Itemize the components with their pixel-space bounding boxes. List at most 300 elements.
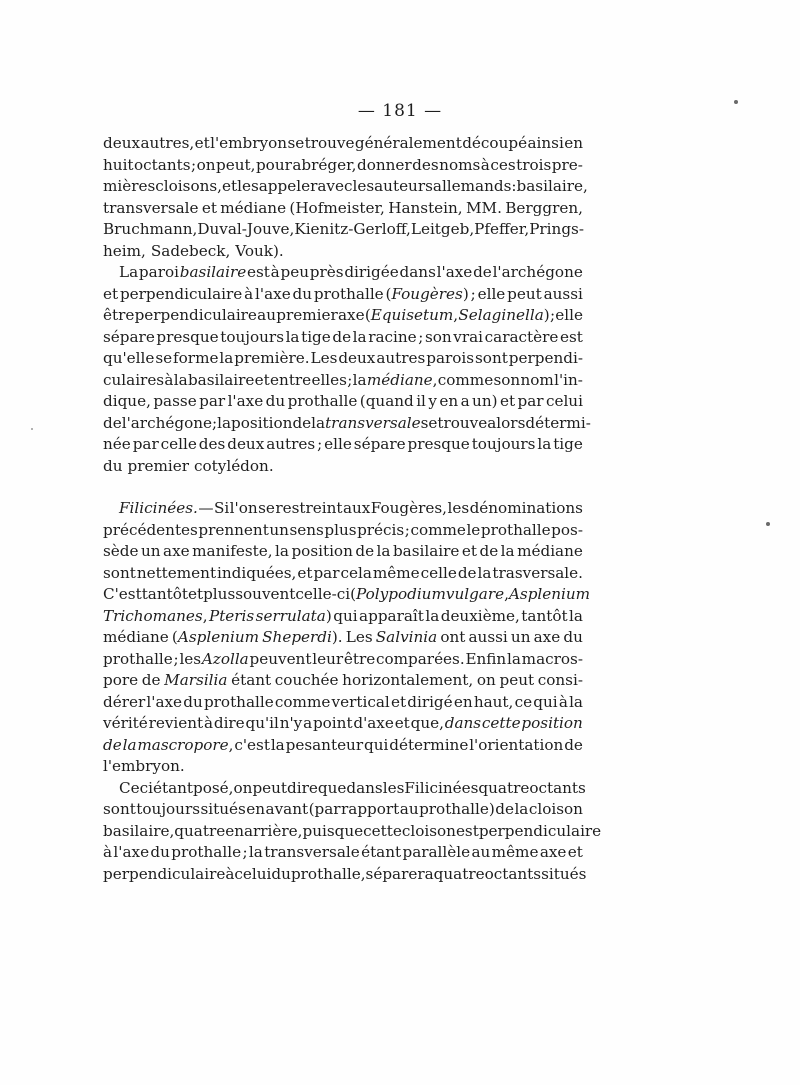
word: ; — [242, 843, 248, 861]
word: trois — [516, 155, 552, 174]
word: basilaire, — [103, 821, 175, 840]
word: au — [257, 306, 277, 324]
word: Vouk). — [235, 241, 284, 260]
word: et — [567, 843, 583, 861]
word: pesanteur — [285, 735, 364, 754]
word: elle — [477, 284, 506, 303]
word: cela — [340, 563, 372, 582]
word: la — [275, 542, 289, 560]
text-line — [103, 627, 583, 649]
word: consi- — [537, 671, 583, 689]
text-line — [103, 670, 583, 692]
word: ; — [347, 370, 353, 389]
text-line — [103, 713, 583, 735]
word: — — [198, 499, 214, 517]
word: son — [424, 327, 452, 346]
word: Filicinées — [404, 778, 479, 797]
word: du — [150, 843, 170, 861]
word: transversale — [264, 843, 360, 861]
word: à — [103, 843, 113, 861]
word: de — [103, 413, 122, 432]
word: aussi — [468, 628, 508, 646]
word: de — [495, 800, 514, 818]
word: allemands — [432, 177, 512, 195]
word: horizontalement, — [342, 671, 474, 689]
word: axe — [163, 542, 190, 560]
word: la — [311, 413, 326, 432]
word: avant — [265, 800, 309, 818]
word: il — [416, 392, 426, 410]
word: Si — [213, 499, 230, 517]
word: ainsi — [527, 134, 564, 152]
word: de — [457, 563, 477, 582]
word: cotylédon. — [194, 456, 274, 475]
word: celle — [160, 435, 197, 453]
text-line — [103, 391, 583, 413]
word: a — [460, 392, 470, 410]
word: et — [394, 714, 410, 732]
word: de — [355, 542, 375, 560]
word: comme — [437, 370, 494, 389]
word: presque — [407, 435, 470, 453]
word: (Polypodium — [350, 585, 446, 603]
word: du — [292, 284, 313, 303]
word: avec — [317, 177, 353, 195]
word: ; — [470, 284, 476, 303]
word: la — [270, 735, 285, 754]
text-line — [103, 456, 583, 478]
word: la — [248, 843, 263, 861]
word: la — [352, 327, 367, 346]
word: être — [103, 306, 135, 324]
word: Les — [345, 628, 373, 646]
word: dire — [287, 778, 318, 797]
word: peuvent — [249, 649, 312, 668]
word: elle — [555, 306, 583, 324]
word: (Asplenium — [171, 628, 260, 646]
word: aux — [342, 499, 371, 517]
word: de — [141, 671, 161, 689]
word: Filicinées. — [119, 499, 198, 517]
word: la — [500, 542, 515, 560]
paragraph — [103, 778, 602, 886]
text-line — [103, 348, 583, 370]
word: position — [291, 542, 353, 560]
word: l'axe — [227, 392, 264, 410]
word: alors — [487, 413, 526, 432]
word: Les — [310, 349, 338, 367]
word: nom — [520, 370, 554, 389]
word: quatre — [174, 821, 226, 840]
word: elle — [324, 435, 352, 453]
paragraph — [103, 498, 591, 778]
text-line — [103, 778, 586, 800]
word: trouve — [304, 134, 355, 152]
word: du — [183, 692, 203, 711]
word: la — [352, 370, 367, 389]
word: prothalle, — [290, 864, 366, 883]
word: presque — [156, 327, 219, 346]
word: tantôt — [521, 606, 568, 625]
word: des — [412, 155, 439, 174]
word: même — [491, 843, 539, 861]
word: transversale — [103, 198, 199, 217]
word: Prings- — [529, 220, 584, 238]
word: Azolla — [201, 649, 249, 668]
word: culaires — [103, 370, 165, 389]
word: dans — [399, 263, 436, 281]
word: étant — [231, 671, 272, 689]
word: octants — [484, 864, 542, 883]
word: et — [254, 370, 270, 389]
word: un — [510, 628, 531, 646]
word: le — [466, 520, 481, 539]
word: point — [312, 714, 353, 732]
word: quatre — [433, 864, 485, 883]
word: basilaire, — [516, 177, 588, 195]
word: tige — [301, 327, 331, 346]
word: huit — [103, 155, 134, 174]
word: séparera — [365, 864, 434, 883]
word: l'archégone — [121, 413, 212, 432]
word: se — [258, 499, 275, 517]
word: à — [270, 263, 280, 281]
word: vulgare, — [445, 585, 509, 603]
word: toujours — [136, 800, 201, 818]
word: Pfeffer, — [474, 220, 530, 238]
word: étant — [361, 843, 402, 861]
word: de — [292, 413, 312, 432]
text-line — [103, 327, 583, 349]
word: rapport — [341, 800, 400, 818]
word: se — [155, 349, 173, 367]
paper-speck — [31, 428, 33, 430]
word: son — [493, 370, 521, 389]
word: restreint — [275, 499, 343, 517]
word: toujours — [220, 327, 284, 346]
word: au — [399, 800, 419, 818]
word: peut — [252, 778, 288, 797]
word: leur — [312, 649, 344, 668]
word: un — [269, 520, 289, 539]
word: arrière, — [243, 821, 303, 840]
word: vertical — [331, 692, 390, 711]
word: basilaire — [179, 263, 247, 281]
word: prothalle — [103, 649, 173, 668]
word: ont — [440, 628, 466, 646]
word: dérer — [103, 692, 146, 711]
word: haut, — [473, 692, 514, 711]
word: prothalle — [313, 284, 384, 303]
word: du — [563, 628, 583, 646]
word: abréger, — [292, 155, 357, 174]
word: la — [506, 649, 521, 668]
word: la — [376, 542, 391, 560]
word: nettement — [136, 563, 217, 582]
word: tantôt — [141, 585, 188, 603]
word: pour — [255, 155, 292, 174]
word: en — [225, 821, 244, 840]
word: dans — [346, 778, 383, 797]
word: de — [332, 327, 352, 346]
word: et — [103, 284, 119, 303]
word: et — [297, 563, 313, 582]
word: mières — [103, 177, 156, 195]
word: l'axe — [146, 692, 183, 711]
word: sont — [103, 563, 136, 582]
word: prothalle — [480, 520, 551, 539]
word: pos- — [551, 520, 583, 539]
word: ; — [173, 649, 179, 668]
word: mascropore, — [137, 735, 234, 754]
word: Selaginella) — [458, 306, 550, 324]
word: perpendiculaire — [119, 284, 243, 303]
word: dirigée — [344, 263, 399, 281]
word: autres — [376, 349, 426, 367]
word: la — [569, 606, 583, 625]
word: qui — [533, 692, 558, 711]
word: par — [199, 392, 226, 410]
word: détermi- — [525, 413, 591, 432]
word: l'orientation — [469, 735, 564, 754]
word: qui — [333, 606, 358, 625]
body-text — [103, 133, 602, 885]
word: que — [317, 778, 347, 797]
text-line — [103, 520, 583, 542]
word: l'on — [229, 499, 258, 517]
word: des — [198, 435, 226, 453]
word: l'embryon. — [103, 757, 185, 775]
word: Sheperdi). — [262, 628, 343, 646]
word: sépare — [103, 327, 155, 346]
text-line — [103, 241, 583, 263]
word: à — [164, 370, 174, 389]
word: peut, — [216, 155, 256, 174]
text-line — [103, 305, 583, 327]
word: axe — [337, 306, 365, 324]
word: Kienitz-Gerloff, — [294, 220, 411, 238]
word: prothalle — [287, 392, 358, 410]
word: comme — [274, 692, 331, 711]
word: ce — [514, 692, 533, 711]
word: ; — [549, 306, 556, 324]
paragraph — [103, 133, 588, 262]
text-line — [103, 584, 591, 606]
text-line — [103, 133, 583, 155]
word: sont — [103, 800, 136, 818]
word: qu'elle — [103, 349, 155, 367]
word: Leitgeb, — [410, 220, 475, 238]
word: pore — [103, 671, 139, 689]
word: de — [103, 735, 122, 754]
text-line — [103, 756, 583, 778]
word: c'est — [234, 735, 270, 754]
word: la — [285, 327, 300, 346]
word: parallèle — [402, 843, 471, 861]
word: on — [196, 155, 216, 174]
word: médiane — [220, 198, 287, 217]
word: du — [271, 864, 291, 883]
word: octants — [134, 155, 191, 174]
word: médiane — [517, 542, 583, 560]
word: quatre — [478, 778, 530, 797]
word: qui — [363, 735, 389, 754]
word: octants — [529, 778, 586, 797]
word: puisque — [302, 821, 364, 840]
word: auteurs — [374, 177, 433, 195]
word: racine — [368, 327, 417, 346]
word: l'in- — [554, 370, 583, 389]
paper-speck — [766, 522, 770, 526]
text-line — [103, 284, 583, 306]
word: vrai — [453, 327, 484, 346]
word: Bruchmann, — [103, 220, 198, 238]
word: vérité — [103, 714, 148, 732]
word: l'archégone — [492, 263, 583, 281]
word: premier — [127, 456, 189, 475]
text-line — [103, 219, 583, 241]
word: la — [219, 349, 234, 367]
word: sépare — [353, 435, 406, 453]
word: deux — [338, 349, 376, 367]
word: (Hofmeister, — [289, 198, 385, 217]
word: dique, — [103, 392, 151, 410]
word: Enfin — [465, 649, 507, 668]
word: près — [309, 263, 344, 281]
text-line — [103, 262, 583, 284]
word: les — [352, 177, 375, 195]
text-line — [103, 692, 583, 714]
text-line — [103, 606, 583, 628]
word: d'axe — [353, 714, 394, 732]
text-line — [103, 842, 583, 864]
word: sont — [475, 349, 508, 367]
word: à — [480, 155, 490, 174]
word: dirigé — [407, 692, 453, 711]
word: ces — [490, 155, 516, 174]
word: transversale — [325, 413, 421, 432]
word: un) — [472, 392, 498, 410]
word: par — [313, 563, 340, 582]
word: de — [479, 542, 499, 560]
word: situés — [541, 864, 587, 883]
text-line — [103, 155, 583, 177]
word: heim, — [103, 241, 146, 260]
word: la — [122, 735, 137, 754]
word: ; — [404, 520, 410, 539]
word: axe — [539, 843, 567, 861]
word: noms — [439, 155, 481, 174]
word: à — [203, 714, 214, 732]
word: la — [477, 563, 492, 582]
word: et — [461, 542, 477, 560]
word: : — [511, 177, 517, 195]
word: pre- — [551, 155, 583, 174]
word: perpendiculaire — [478, 821, 602, 840]
word: et — [187, 585, 204, 603]
word: plus — [203, 585, 236, 603]
word: cloison — [401, 821, 456, 840]
word: toujours — [471, 435, 536, 453]
word: (Fougères) — [385, 284, 469, 303]
word: la — [173, 370, 188, 389]
word: par — [517, 392, 544, 410]
text-line — [103, 198, 583, 220]
word: dénominations — [469, 499, 583, 517]
word: se — [287, 134, 305, 152]
word: à — [244, 284, 254, 303]
paragraph-gap — [103, 477, 583, 498]
word: peut — [499, 671, 535, 689]
word: la — [425, 606, 440, 625]
word: peu — [280, 263, 309, 281]
word: Salvinia — [375, 628, 438, 646]
word: elles — [311, 370, 347, 389]
word: on — [233, 778, 253, 797]
word: basilaire — [392, 542, 460, 560]
word: revient — [148, 714, 204, 732]
word: médiane — [103, 628, 169, 646]
word: qu'il — [245, 714, 279, 732]
word: autres — [266, 435, 316, 453]
text-line — [103, 176, 588, 198]
word: basilaire — [187, 370, 255, 389]
word: deux — [103, 134, 141, 152]
word: l'axe — [113, 843, 150, 861]
word: dire — [213, 714, 245, 732]
word: donner — [357, 155, 412, 174]
word: axe — [533, 628, 561, 646]
word: et — [499, 392, 516, 410]
word: caractère — [484, 327, 559, 346]
word: comme — [410, 520, 466, 539]
word: la — [569, 692, 583, 711]
word: première. — [234, 349, 310, 367]
word: dans — [444, 714, 482, 732]
word: situés — [200, 800, 246, 818]
word: on — [476, 671, 496, 689]
text-line — [103, 370, 583, 392]
word: cette — [481, 714, 521, 732]
word: celui — [234, 864, 272, 883]
word: passe — [153, 392, 197, 410]
word: MM. — [465, 198, 502, 217]
word: l'axe — [255, 284, 291, 303]
word: entre — [270, 370, 312, 389]
word: cloisons, — [155, 177, 223, 195]
word: peut — [507, 284, 542, 303]
word: apparaît — [359, 606, 424, 625]
word: plus — [324, 520, 357, 539]
word: même — [372, 563, 420, 582]
word: paroi — [138, 263, 179, 281]
word: Berggren, — [505, 198, 583, 217]
word: Hanstein, — [388, 198, 463, 217]
paper-speck — [734, 100, 738, 104]
word: Sadebeck, — [150, 241, 231, 260]
word: Marsilia — [164, 671, 228, 689]
word: perpendi- — [508, 349, 583, 367]
word: et — [201, 198, 217, 217]
word: précis — [357, 520, 405, 539]
word: détermine — [389, 735, 469, 754]
word: en — [246, 800, 266, 818]
word: deux — [227, 435, 265, 453]
word: celui — [545, 392, 583, 410]
paragraph — [103, 262, 591, 477]
word: position — [231, 413, 293, 432]
word: de — [564, 735, 583, 754]
